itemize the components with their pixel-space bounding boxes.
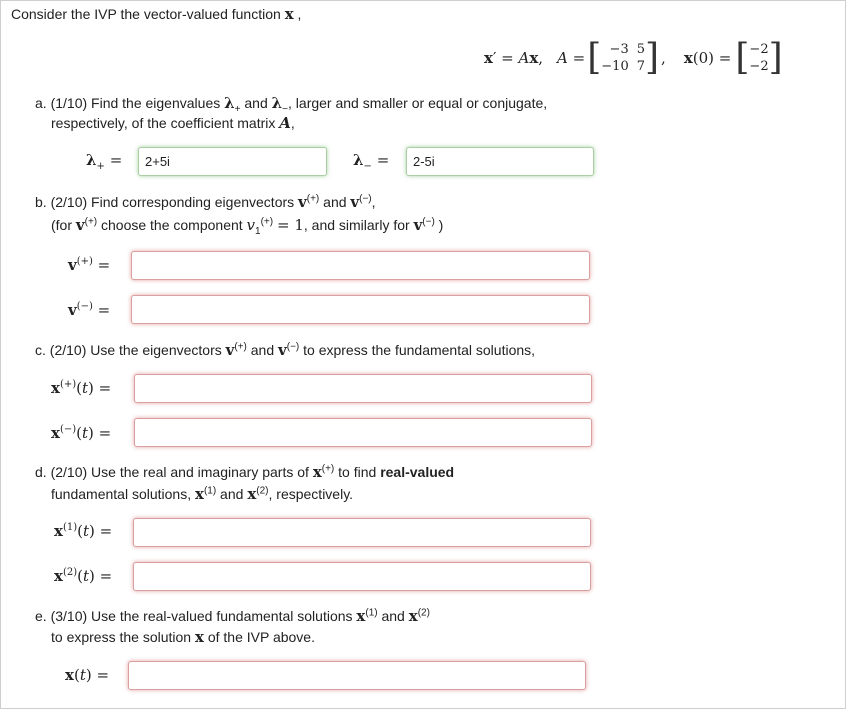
part-d-prompt-2: fundamental solutions, $x^{(1)}$ and $x^{(2)}$, respectively. bbox=[51, 485, 354, 503]
xt-label: x(t) = bbox=[65, 666, 110, 684]
v-minus-label: v(−) = bbox=[68, 301, 111, 319]
xt-input[interactable] bbox=[128, 661, 586, 690]
x2-label: $x^{(2)}(t)$ = bbox=[54, 567, 113, 585]
intro-text: Consider the IVP the vector-valued function x , bbox=[11, 5, 302, 23]
ivp-equation: x′ = Ax, A = [ −3 5 −10 7 ] , x(0) = [ −2 −2 ] bbox=[484, 37, 783, 78]
part-a-prompt-2: respectively, of the coefficient matrix A, bbox=[51, 114, 295, 132]
part-e-prompt-2: to express the solution x of the IVP above. bbox=[51, 628, 315, 646]
coefficient-matrix: [ −3 5 −10 7 ] bbox=[587, 37, 660, 78]
v-plus-label: v(+) = bbox=[68, 256, 111, 274]
v-minus-input[interactable] bbox=[131, 295, 590, 324]
part-a-prompt: a. (1/10) Find the eigenvalues $\lambda_+$ and $\lambda_-$, larger and smaller or equal or conjugate, bbox=[35, 94, 548, 115]
initial-vector: [ −2 −2 ] bbox=[735, 37, 783, 78]
x1-label: $x^{(1)}(t)$ = bbox=[54, 522, 113, 540]
part-e-prompt: e. (3/10) Use the real-valued fundamental solutions $x^{(1)}$ and $x^{(2)}$ bbox=[35, 607, 430, 625]
lambda-plus-input[interactable] bbox=[138, 147, 327, 176]
v-plus-input[interactable] bbox=[131, 251, 590, 280]
x-plus-label: x(+)(t) = bbox=[51, 379, 112, 397]
x-minus-label: x(−)(t) = bbox=[51, 424, 112, 442]
x2-input[interactable] bbox=[133, 562, 591, 591]
part-b-prompt: b. (2/10) Find corresponding eigenvectors v(+) and v(−), bbox=[35, 193, 376, 211]
lambda-minus-input[interactable] bbox=[406, 147, 594, 176]
part-d-prompt: d. (2/10) Use the real and imaginary parts of x(+) to find real-valued bbox=[35, 463, 455, 481]
x-plus-input[interactable] bbox=[134, 374, 592, 403]
x-minus-input[interactable] bbox=[134, 418, 592, 447]
part-b-prompt-2: (for v(+) choose the component $v_1^{(+)} = 1$, and similarly for v(−) ) bbox=[51, 216, 444, 237]
lambda-minus-label: $\lambda_-$ = bbox=[353, 151, 390, 172]
lambda-plus-label: $\lambda_+$ = bbox=[86, 151, 123, 172]
part-c-prompt: c. (2/10) Use the eigenvectors v(+) and v(−) to express the fundamental solutions, bbox=[35, 341, 536, 359]
x1-input[interactable] bbox=[133, 518, 591, 547]
